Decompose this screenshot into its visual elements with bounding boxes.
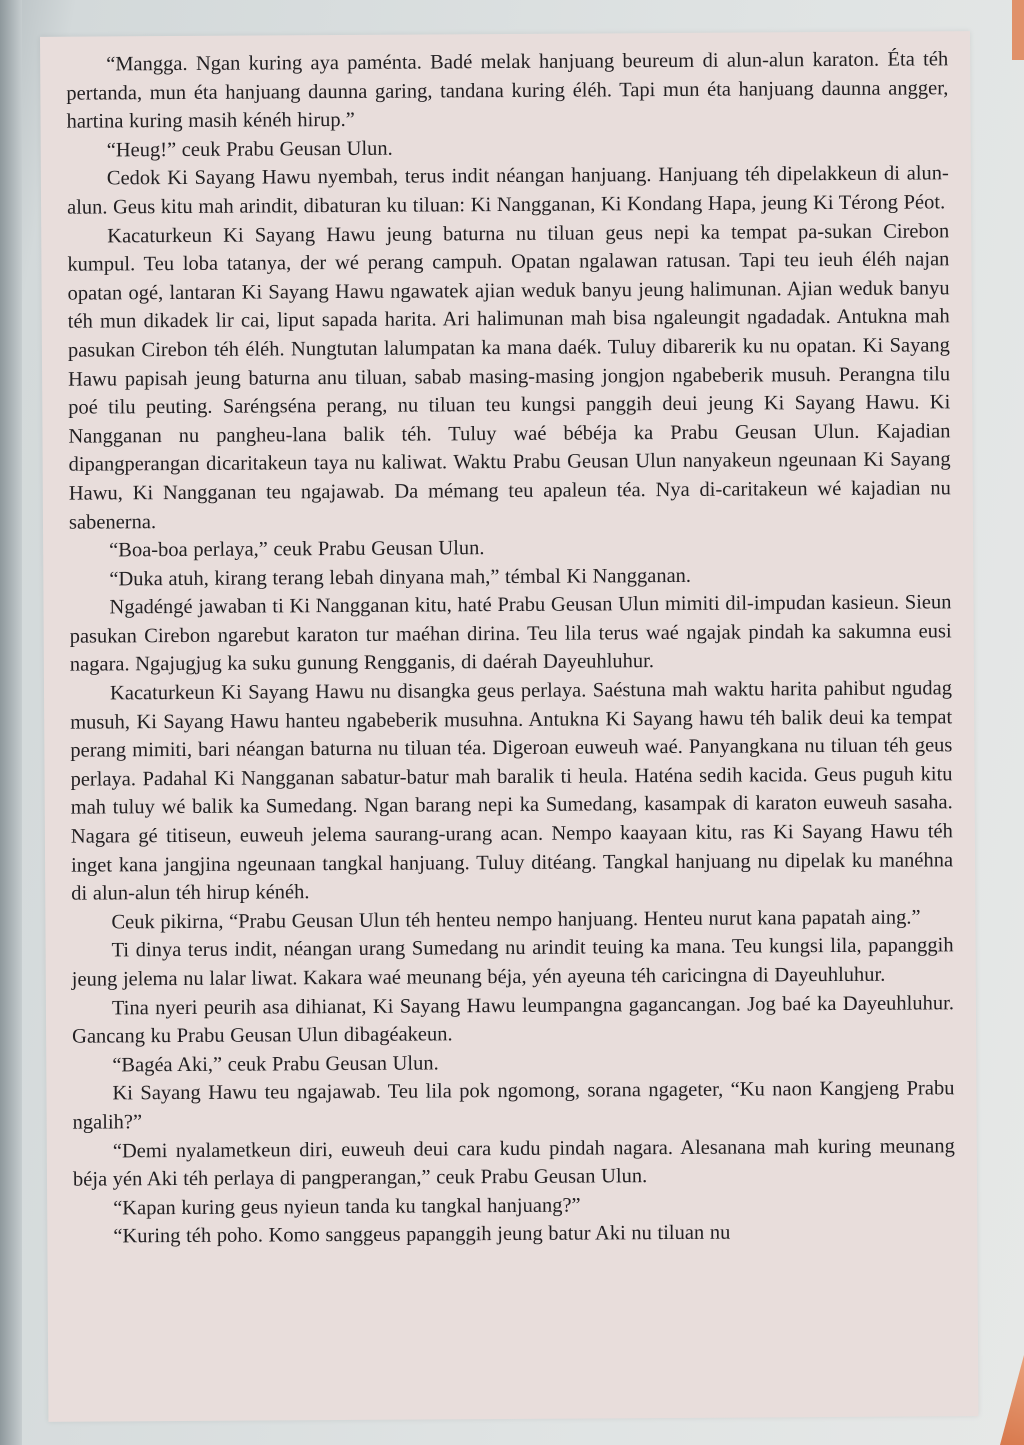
paragraph-12: “Bagéa Aki,” ceuk Prabu Geusan Ulun. bbox=[112, 1052, 439, 1077]
paragraph-9: Ceuk pikirna, “Prabu Geusan Ulun téh henteu nempo hanjuang. Henteu nurut kana papatah aing.” bbox=[111, 906, 921, 934]
paragraph-5: “Boa-boa perlaya,” ceuk Prabu Geusan Ulun. bbox=[109, 537, 485, 562]
text-panel bbox=[40, 31, 978, 1422]
paragraph-6: “Duka atuh, kirang terang lebah dinyana mah,” témbal Ki Nangganan. bbox=[109, 564, 692, 591]
paragraph-1: “Mangga. Ngan kuring aya paménta. Badé melak hanjuang beureum di alun-alun karaton. Éta téh pertanda, mun éta hanjuang daunna garing, tandana kuring éléh. Tapi mun éta hanjuang daunna angger, hartina kuring masih kénéh hirup.” bbox=[66, 48, 949, 133]
paragraph-7: Ngadéngé jawaban ti Ki Nangganan kitu, haté Prabu Geusan Ulun mimiti dil-impudan kasieun. Sieun pasukan Cirebon ngarebut karaton tur maéhan dirina. Teu lila terus waé ngajak pindah ka sakumna eusi nagara. Ngajugjug ka suku gunung Rengganis, di daérah Dayeuhluhur. bbox=[69, 591, 952, 677]
paragraph-15: “Kapan kuring geus nyieun tanda ku tangkal hanjuang?” bbox=[113, 1194, 581, 1220]
paragraph-10: Ti dinya terus indit, néangan urang Sumedang nu arindit teuing ka mana. Teu kungsi lila, papanggih jeung jelema nu lalar liwat. Kakara waé meunang béja, yén ayeuna téh caricingna di Dayeuhluhur. bbox=[71, 934, 954, 991]
cover-corner-top bbox=[1012, 0, 1024, 60]
paragraph-4: Kacaturkeun Ki Sayang Hawu jeung baturna nu tiluan geus nepi ka tempat pa-sukan Cirebon kumpul. Teu loba tatanya, der wé perang campuh. Opatan ngalawan ratusan. Tapi teu ieuh éléh najan opatan ogé, lantaran Ki Sayang Hawu ngawatek ajian weduk banyu jeung halimunan. Ajian weduk banyu téh mun dikadek lir cai, liput sapada harita. Ari halimunan mah bisa ngaleungit ngadadak. Antukna mah pasukan Cirebon téh éléh. Nungtutan lalumpatan ka mana daék. Tuluy dibarerik ku nu opatan. Ki Sayang Hawu papisah jeung baturna anu tiluan, sabab masing-masing jongjon ngabeberik musuh. Perangna tilu poé tilu peuting. Saréngséna perang, nu tiluan teu kungsi panggih deui jeung Ki Sayang Hawu. Ki Nangganan nu pangheu-lana balik téh. Tuluy waé bébéja ka Prabu Geusan Ulun. Kajadian dipangperangan dicaritakeun taya nu kaliwat. Waktu Prabu Geusan Ulun nanyakeun ngeunaan Ki Sayang Hawu, Ki Nangganan teu ngajawab. Da mémang teu apaleun téa. Nya di-caritakeun wé kajadian nu sabenerna. bbox=[67, 219, 951, 534]
paragraph-13: Ki Sayang Hawu teu ngajawab. Teu lila pok ngomong, sorana ngageter, “Ku naon Kangjeng Prabu ngalih?” bbox=[72, 1077, 955, 1134]
paragraph-3: Cedok Ki Sayang Hawu nyembah, terus indit néangan hanjuang. Hanjuang téh dipelakkeun di alun-alun. Geus kitu mah arindit, dibaturan ku tiluan: Ki Nangganan, Ki Kondang Hapa, jeung Ki Térong Péot. bbox=[66, 162, 949, 219]
paragraph-8: Kacaturkeun Ki Sayang Hawu nu disangka geus perlaya. Saéstuna mah waktu harita pahibut ngudag musuh, Ki Sayang Hawu hanteu ngabeberik musuhna. Antukna Ki Sayang hawu téh balik deui ka tempat perang mimiti, bari néangan baturna nu tiluan téa. Digeroan euweuh waé. Panyangkana nu tiluan téh geus perlaya. Padahal Ki Nangganan sabatur-batur mah baralik ti heula. Haténa sedih kacida. Geus puguh kitu mah tuluy wé balik ka Sumedang. Ngan barang nepi ka Sumedang, kasampak di karaton euweuh sasaha. Nagara gé titiseun, euweuh jelema saurang-urang acan. Nempo kaayaan kitu, ras Ki Sayang Hawu téh inget kana jangjina ngeunaan tangkal hanjuang. Tuluy ditéang. Tangkal hanjuang nu dipelak ku manéhna di alun-alun téh hirup kénéh. bbox=[70, 677, 954, 905]
cover-corner-bottom bbox=[1000, 1355, 1024, 1445]
paragraph-2: “Heug!” ceuk Prabu Geusan Ulun. bbox=[106, 137, 393, 162]
book-spine-shadow bbox=[0, 0, 22, 1445]
paragraph-11: Tina nyeri peurih asa dihianat, Ki Sayang Hawu leumpangna gagancangan. Jog baé ka Dayeuhluhur. Gancang ku Prabu Geusan Ulun dibagéakeun. bbox=[72, 991, 954, 1048]
paragraph-14: “Demi nyalametkeun diri, euweuh deui cara kudu pindah nagara. Alesanana mah kuring meunang béja yén Aki téh perlaya di pangperangan,” ceuk Prabu Geusan Ulun. bbox=[72, 1134, 955, 1191]
paragraph-16: “Kuring téh poho. Komo sanggeus papanggih jeung batur Aki nu tiluan nu bbox=[113, 1221, 731, 1248]
